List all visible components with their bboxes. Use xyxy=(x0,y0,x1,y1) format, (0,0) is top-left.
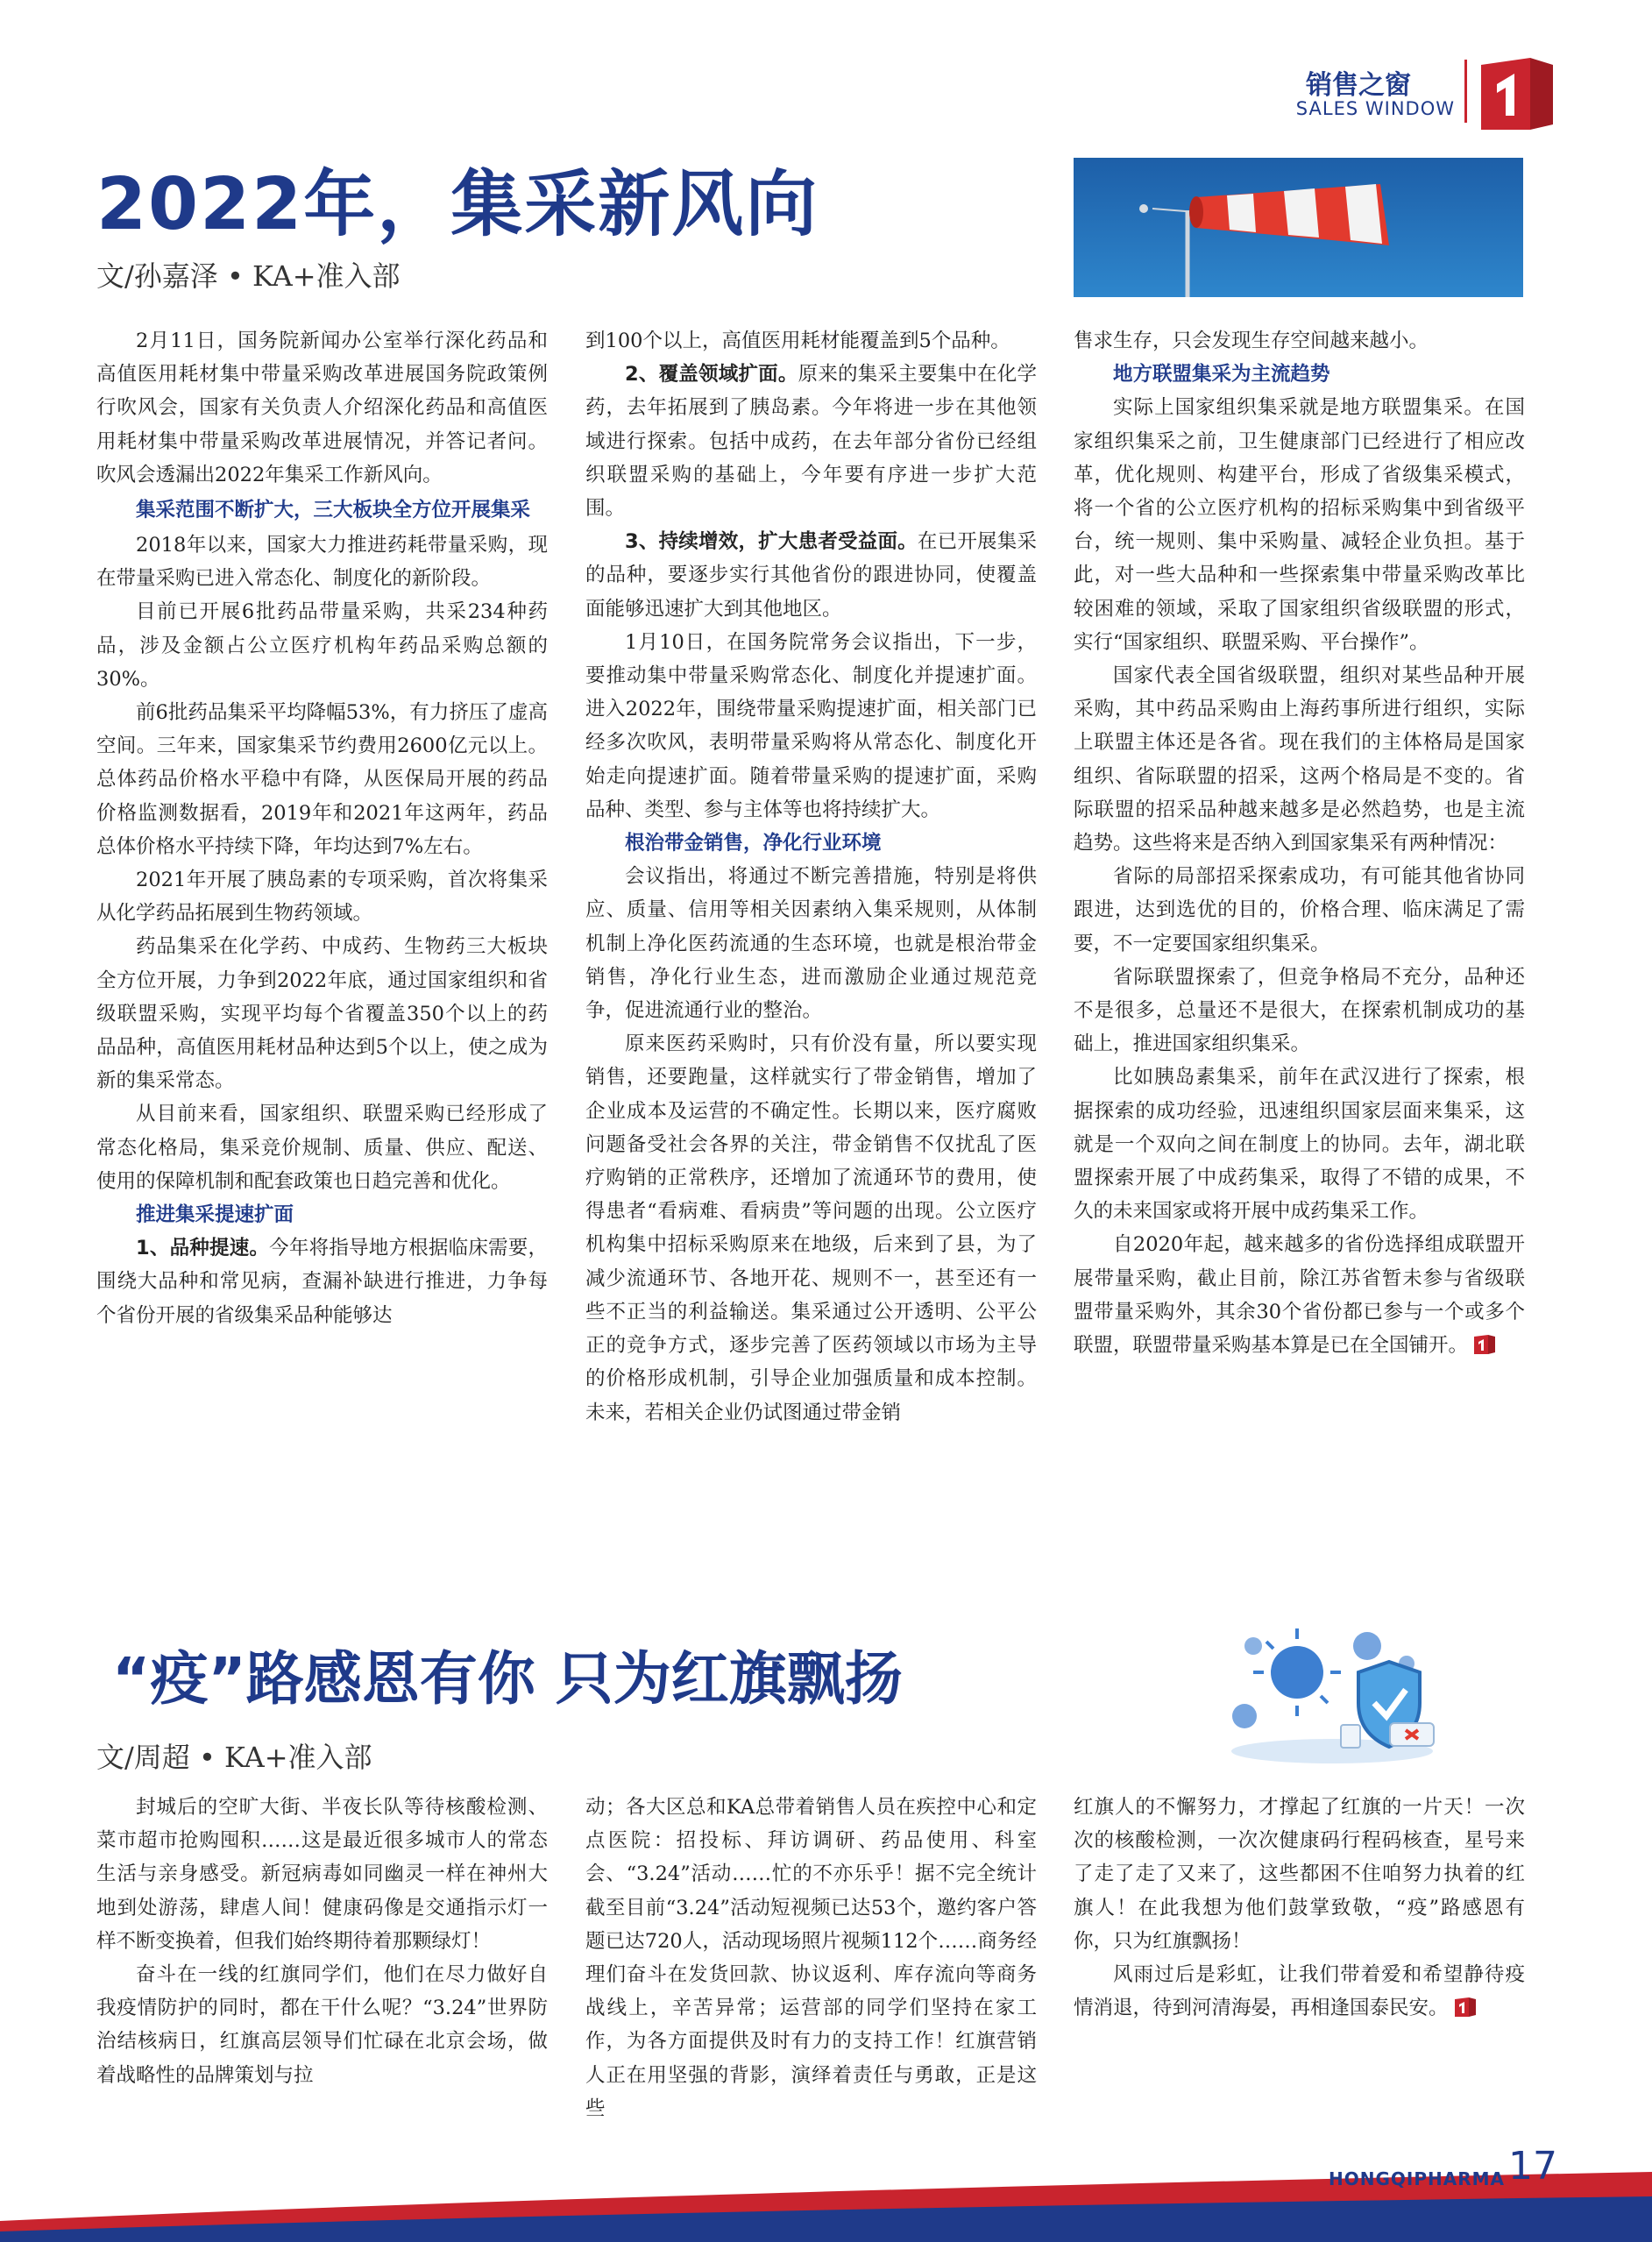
paragraph-body: 自2020年起，越来越多的省份选择组成联盟开展带量采购，截止目前，除江苏省暂未参与省级联盟带量采购外，其余30个省份都已参与一个或多个联盟，联盟带量采购基本算是已在全国铺开。 xyxy=(1074,1233,1525,1358)
paragraph xyxy=(1074,1228,1525,1362)
paragraph: 原来医药采购时，只有价没有量，所以要实现销售，还要跑量，这样就实行了带金销售，增加了企业成本及运营的不确定性。长期以来，医疗腐败问题备受社会各界的关注，带金销售不仅扰乱了医疗购销的正常秩序，还增加了流通环节的费用，使得患者“看病难、看病贵”等问题的出现。公立医疗机构集中招标采购原来在地级，后来到了县，为了减少流通环节、各地开花、规则不一，甚至还有一些不正当的利益输送。集采通过公开透明、公平公正的竞争方式，逐步完善了医药领域以市场为主导的价格形成机制，引导企业加强质量和成本控制。未来，若相关企业仍试图通过带金销 xyxy=(585,1032,1037,1424)
paragraph: 2021年开展了胰岛素的专项采购，首次将集采从化学药品拓展到生物药领域。 xyxy=(96,869,548,926)
paragraph xyxy=(1074,1958,1525,2025)
subheading: 地方联盟集采为主流趋势 xyxy=(1113,363,1330,387)
paragraph: 国家代表全国省级联盟，组织对某些品种开展采购，其中药品采购由上海药事所进行组织，实际上联盟主体还是各省。现在我们的主体格局是国家组织、省际联盟的招采，这两个格局是不变的。省际联盟的招采品种越来越多是必然趋势，也是主流趋势。这些将来是否纳入到国家集采有两种情况： xyxy=(1074,664,1525,855)
subheading: 推进集采提速扩面 xyxy=(136,1203,294,1227)
paragraph: 省际的局部招采探索成功，有可能其他省协同跟进，达到选优的目的，价格合理、临床满足了需要，不一定要国家组织集采。 xyxy=(1074,865,1525,955)
subheading: 集采范围不断扩大，三大板块全方位开展集采 xyxy=(136,499,531,522)
article-title: 2022年，集采新风向 xyxy=(96,163,819,246)
paragraph: 红旗人的不懈努力，才撑起了红旗的一片天！一次次的核酸检测，一次次健康码行程码核查，星号来了走了走了又来了，这些都困不住咱努力执着的红旗人！在此我想为他们鼓掌致敬，“疫”路感恩有你，只为红旗飘扬！ xyxy=(1074,1796,1525,1953)
article-title: “疫”路感恩有你 只为红旗飘扬 xyxy=(112,1645,903,1713)
article1-column-2 xyxy=(585,324,1037,1430)
paragraph: 2018年以来，国家大力推进药耗带量采购，现在带量采购已进入常态化、制度化的新阶段。 xyxy=(96,534,548,591)
article2-column-1 xyxy=(96,1791,548,2092)
article-byline: 文/周超 • KA+准入部 xyxy=(96,1741,372,1774)
article-byline: 文/孙嘉泽 • KA+准入部 xyxy=(96,259,401,293)
paragraph: 比如胰岛素集采，前年在武汉进行了探索，根据探索的成功经验，迅速组织国家层面来集采，这就是一个双向之间在制度上的协同。去年，湖北联盟探索开展了中成药集采，取得了不错的成果，不久的未来国家或将开展中成药集采工作。 xyxy=(1074,1066,1525,1224)
header-divider xyxy=(1464,60,1467,123)
page-number: 17 xyxy=(1508,2144,1557,2189)
paragraph: 实际上国家组织集采就是地方联盟集采。在国家组织集采之前，卫生健康部门已经进行了相应改革，优化规则、构建平台，形成了省级集采模式，将一个省的公立医疗机构的招标采购集中到省级平台，统一规则、集中采购量、减轻企业负担。基于此，对一些大品种和一些探索集中带量采购改革比较困难的领域，采取了国家组织省级联盟的形式，实行“国家组织、联盟采购、平台操作”。 xyxy=(1074,396,1525,654)
end-mark-icon xyxy=(1473,1334,1496,1355)
end-mark-icon xyxy=(1454,1997,1477,2018)
article1-column-1 xyxy=(96,324,548,1332)
paragraph: 省际联盟探索了，但竞争格局不充分，品种还不是很多，总量还不是很大，在探索机制成功的基础上，推进国家组织集采。 xyxy=(1074,965,1525,1056)
paragraph: 奋斗在一线的红旗同学们，他们在尽力做好自我疫情防护的同时，都在干什么呢？“3.24”世界防治结核病日，红旗高层领导们忙碌在北京会场，做着战略性的品牌策划与拉 xyxy=(96,1963,548,2087)
paragraph-body: 原来的集采主要集中在化学药，去年拓展到了胰岛素。今年将进一步在其他领域进行探索。包括中成药，在去年部分省份已经组织联盟采购的基础上，今年要有序进一步扩大范围。 xyxy=(585,363,1037,521)
paragraph: 目前已开展6批药品带量采购，共采234种药品，涉及金额占公立医疗机构年药品采购总额的30%。 xyxy=(96,600,548,691)
article2-column-2 xyxy=(585,1791,1037,2125)
paragraph: 药品集采在化学药、中成药、生物药三大板块全方位开展，力争到2022年底，通过国家组织和省级联盟采购，实现平均每个省覆盖350个以上的药品品种，高值医用耗材品种达到5个以上，使之成为新的集采常态。 xyxy=(96,935,548,1093)
paragraph-body: 在已开展集采的品种，要逐步实行其他省份的跟进协同，使覆盖面能够迅速扩大到其他地区。 xyxy=(585,530,1037,621)
virus-shield-illustration-icon xyxy=(1218,1620,1446,1769)
paragraph: 售求生存，只会发现生存空间越来越小。 xyxy=(1074,330,1429,352)
paragraph: 会议指出，将通过不断完善措施，特别是将供应、质量、信用等相关因素纳入集采规则，从体制机制上净化医药流通的生态环境，也就是根治带金销售，净化行业生态，进而激励企业通过规范竞争，促进流通行业的整治。 xyxy=(585,865,1037,1023)
paragraph: 2月11日，国务院新闻办公室举行深化药品和高值医用耗材集中带量采购改革进展国务院政策例行吹风会，国家有关负责人介绍深化药品和高值医用耗材集中带量采购改革进展情况，并答记者问。吹风会透漏出2022年集采工作新风向。 xyxy=(96,330,548,486)
paragraph-lead: 3、持续增效，扩大患者受益面。 xyxy=(625,530,918,554)
article1-column-3 xyxy=(1074,324,1525,1362)
hongqi-logo-icon xyxy=(1478,54,1556,133)
paragraph: 封城后的空旷大街、半夜长队等待核酸检测、菜市超市抢购囤积……这是最近很多城市人的常态生活与亲身感受。新冠病毒如同幽灵一样在神州大地到处游荡，肆虐人间！健康码像是交通指示灯一样不断变换着，但我们始终期待着那颗绿灯！ xyxy=(96,1796,548,1953)
paragraph: 到100个以上，高值医用耗材能覆盖到5个品种。 xyxy=(585,330,1010,352)
paragraph xyxy=(585,525,1037,626)
paragraph-lead: 1、品种提速。 xyxy=(136,1237,270,1260)
section-subtitle: SALES WINDOW xyxy=(1295,98,1455,119)
paragraph xyxy=(96,1231,548,1332)
paragraph-lead: 2、覆盖领域扩面。 xyxy=(625,363,798,387)
paragraph: 从目前来看，国家组织、联盟采购已经形成了常态化格局，集采竞价规制、质量、供应、配送、使用的保障机制和配套政策也日趋完善和优化。 xyxy=(96,1103,548,1193)
subheading: 根治带金销售，净化行业环境 xyxy=(625,832,882,855)
publisher-name: HONGQIPHARMA xyxy=(1329,2168,1505,2189)
article2-column-3 xyxy=(1074,1791,1525,2025)
paragraph-body: 风雨过后是彩虹，让我们带着爱和希望静待疫情消退，待到河清海晏，再相逢国泰民安。 xyxy=(1074,1963,1525,2020)
paragraph: 动；各大区总和KA总带着销售人员在疾控中心和定点医院：招投标、拜访调研、药品使用、科室会、“3.24”活动……忙的不亦乐乎！据不完全统计截至目前“3.24”活动短视频已达53个，邀约客户答题已达720人，活动现场照片视频112个……商务经理们奋斗在发货回款、协议返利、库存流向等商务战线上，辛苦异常；运营部的同学们坚持在家工作，为各方面提供及时有力的支持工作！红旗营销人正在用坚强的背影，演绎着责任与勇敢，正是这些 xyxy=(585,1796,1037,2120)
paragraph-body: 今年将指导地方根据临床需要，围绕大品种和常见病，查漏补缺进行推进，力争每个省份开展的省级集采品种能够达 xyxy=(96,1237,548,1327)
section-title: 销售之窗 xyxy=(1306,70,1411,101)
windsock-photo xyxy=(1074,158,1523,297)
paragraph: 前6批药品集采平均降幅53%，有力挤压了虚高空间。三年来，国家集采节约费用2600亿元以上。总体药品价格水平稳中有降，从医保局开展的药品价格监测数据看，2019年和2021年这两年，药品总体价格水平持续下降，年均达到7%左右。 xyxy=(96,701,548,858)
paragraph: 1月10日，在国务院常务会议指出，下一步，要推动集中带量采购常态化、制度化并提速扩面。进入2022年，围绕带量采购提速扩面，相关部门已经多次吹风，表明带量采购将从常态化、制度化开始走向提速扩面。随着带量采购的提速扩面，采购品种、类型、参与主体等也将持续扩大。 xyxy=(585,630,1037,821)
paragraph xyxy=(585,358,1037,525)
